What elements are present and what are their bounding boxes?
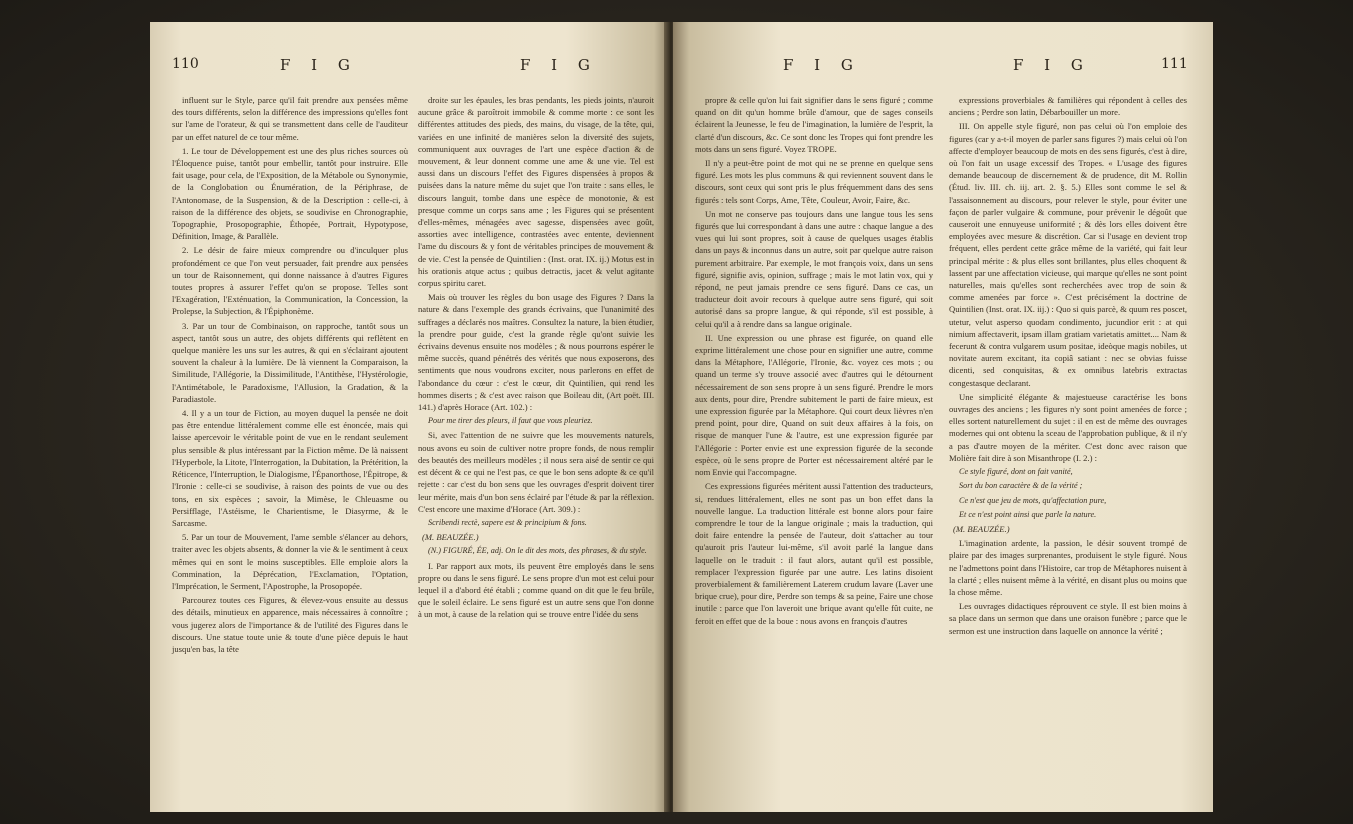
paragraph: propre & celle qu'on lui fait signifier dans le sens figuré ; comme quand on dit qu'un homme brûle d'amour, que de sages conseils éclairent la Jeunesse, le feu de l'imagination, la lumière de l'esprit, la clarté d'un discours, &c. Ce sont donc les Tropes qui font prendre les mots dans un sens figuré. Voyez TROPE. xyxy=(695,95,933,154)
left-running-head: F I G xyxy=(280,56,358,74)
paragraph: Un mot ne conserve pas toujours dans une langue tous les sens figurés que lui correspondant à dans une autre : chaque langue a des vues qui lui sont propres, soit à cause de quelques usages établis dans un pays & inconnus dans un autre, soit par quelque autre raison purement arbitraire. Par exemple, le mot françois voix, dans un sens figuré, signifie avis, opinion, suffrage ; mais le mot latin vox, qui y répond, ne peut jamais prendre ce sens figuré. Dans ce cas, un traducteur doit avoir recours à quelque autre sens figuré, qui soit autorisé dans sa propre langue, & qui réponde, s'il est possible, à celui qu'il a à rendre dans sa langue originale. xyxy=(695,208,933,329)
paragraph: 1. Le tour de Développement est une des plus riches sources où l'Éloquence puise, tantôt pour embellir, tantôt pour instruire. Elle fait usage, pour cela, de l'Exposition, de la Métabole ou Synonymie, de la Conglobation ou Énumération, de la Périphrase, de l'Antonomase, de la Suspension, & de la Description : celle-ci, à raison de la différence des objets, se soudivise en Chronographie, Topographie, Prosopographie, Éthopée, Portrait, Hypotypose, Définition, Image, & Parallèle. xyxy=(172,145,408,242)
right-running-head: F I G xyxy=(783,56,861,74)
right-column-1 xyxy=(695,94,933,629)
paragraph: Les ouvrages didactiques réprouvent ce style. Il est bien moins à sa place dans un sermon que dans une oraison funèbre ; parce que le sermon est une instruction dans laquelle on annonce la vérité ; xyxy=(949,601,1187,636)
paragraph: droite sur les épaules, les bras pendants, les pieds joints, n'auroit aucune grâce & paroîtroit immobile & comme morte : ce sont les différentes attitudes des pieds, des mains, du visage, de la tête, qui, variées en une infinité de manières selon la diversité des sujets, communiquent aux ouvrages de l'art une espèce d'action & de mouvement, & leur donnent comme une ame & une vie. Tel est aussi dans un discours l'effet des Figures dispensées à propos & puisées dans la nature même du sujet que l'on traite : sans elles, le discours languit, tombe dans une espèce de monotonie, & est presque comme un corps sans ame ; les Figures qui se présentent d'elles-mêmes, ménagées avec sagesse, dispensées avec goût, assorties avec intelligence, contrastées avec entente, deviennent l'ame du discours & y font de véritables principes de mouvement & de vie. C'est la pensée de Quintilien : (Inst. orat. IX. ij.) Motus est in his orationis atque actus ; quibus detractis, jacet & velut agitante corpus spiritu caret. xyxy=(418,95,654,289)
paragraph: III. On appelle style figuré, non pas celui où l'on emploie des figures (car y a-t-il moyen de parler sans figures ?) mais celui où l'on affecte d'employer beaucoup de mots en des sens figurés, c'est à dire, où l'on fait un usage excessif des Tropes. « L'usage des figures demande beaucoup de discernement & de prudence, dit M. Rollin (Étud. liv. III. ch. iij. art. 2. §. 5.) Elles sont comme le sel & l'assaisonnement au discours, pour relever le style, pour éviter une façon de parler vulgaire & commune, pour prévenir le dégoût que causeroit une ennuyeuse uniformité ; & dès lors elles doivent être employées avec mesure & discrétion. Car si l'usage en devient trop fréquent, elles perdent cette grâce même de la variété, qui fait leur principal mérite : & plus elles sont brillantes, plus elles choquent & lassent par une affectation vicieuse, qui marque qu'elles ne sont point naturelles, mais qu'elles sont recherchées avec trop de soin & comme amenées par force ». C'est précisément la doctrine de Quintilien (Inst. orat. IX. iij.) : Quo si quis parcè, & quum res poscet, utetur, velut asperso quodam condimento, jucundior erit : at qui nimium affectaverit, ipsam illam gratiam varietatis amittet.... Nam & fecerunt & contra vulgarem usum positae, ideòque magis nobiles, ut novitate aurem excitant, ita copiâ satiant : nec se obvias fuisse dicenti, sed conquisitas, & ex omnibus latebris extractas congestasque declarant. xyxy=(949,121,1187,388)
paragraph: L'imagination ardente, la passion, le désir souvent trompé de plaire par des images surprenantes, produisent le style figuré. Nous ne l'admettons point dans l'Histoire, car trop de Métaphores nuisent à la clarté ; elles nuisent même à la vérité, en disant plus ou moins que la chose même. xyxy=(949,538,1187,597)
left-page xyxy=(150,22,670,812)
paragraph: Et ce n'est point ainsi que parle la nature. xyxy=(959,509,1097,519)
paragraph: expressions proverbiales & familières qui répondent à celles des anciens ; Perdre son latin, Débarbouiller un more. xyxy=(949,95,1187,118)
paragraph: Ces expressions figurées méritent aussi l'attention des traducteurs, si, rendues littéralement, elles ne sont pas un bon effet dans la nouvelle langue. La traduction littérale est bonne alors pour faire comprendre le tour de la langue originale ; mais la traduction, qui doit faire entendre la pensée de l'auteur, doit s'attacher au tour qu'auroit pris l'auteur lui-même, s'il avoit parlé la langue dans laquelle on le traduit : il faut alors, autant qu'il est possible, remplacer l'expression figurée par une autre. Les latins disoient proverbialement & familièrement Laterem crudum lavare (Laver une brique crue), pour dire, Perdre son temps & sa peine, Faire une chose inutile : parce que l'on laveroit une brique avant qu'elle fût cuite, ne feroit en effet que de la boue : nous avons en françois d'autres xyxy=(695,481,933,626)
left-column-1 xyxy=(172,94,408,657)
paragraph: 3. Par un tour de Combinaison, on rapproche, tantôt sous un aspect, tantôt sous un autre, des objets différents qui reflètent en quelque manière les uns sur les autres, & qui en s'éclairant ajoutent souvent la chaleur à la lumière. De là viennent la Comparaison, la Similitude, l'Allégorie, la Dissimilitude, l'Antithèse, l'Hystérologie, l'Antimétabole, le Paradoxisme, l'Allusion, la Gradation, & la Paradiastole. xyxy=(172,320,408,404)
paragraph: (M. BEAUZÉE.) xyxy=(422,532,479,543)
paragraph: Mais où trouver les règles du bon usage des Figures ? Dans la nature & dans l'exemple des grands écrivains, que l'unanimité des suffrages a déclarés nos maîtres. Consultez la nature, la bien étudier, la prendre pour guide, c'est la grande règle qu'ont suivie les écrivains devenus ensuite nos modèles ; & nous pourrons espérer le même succès, quand pénétrés des vérités que nous exposerons, des sentiments que nous voudrons exciter, nous parlerons en effet de l'abondance du cœur : c'est le cœur, dit Quintilien, qui rend les hommes diserts ; & c'est avec raison que Boileau dit, (Art poët. III. 141.) d'après Horace (Art. 102.) : xyxy=(418,292,654,413)
paragraph: I. Par rapport aux mots, ils peuvent être employés dans le sens propre ou dans le sens figuré. Le sens propre d'un mot est celui pour lequel il a d'abord été établi ; comme quand on dit que le feu brûle, que le soleil éclaire. Le sens figuré est un autre sens que l'on donne à un mot, à cause de la relation qui se trouve entre l'idée du sens xyxy=(418,560,654,620)
paragraph: Parcourez toutes ces Figures, & élevez-vous ensuite au dessus des détails, minutieux en apparence, mais nécessaires à connoître ; vous jugerez alors de l'importance & de l'utilité des Figures dans le discours. Une statue toute unie & toute d'une pièce depuis le haut jusqu'en bas, la tête xyxy=(172,595,408,654)
paragraph: II. Une expression ou une phrase est figurée, on quand elle exprime littéralement une chose pour en signifier une autre, comme dans la Métaphore, l'Allégorie, l'Ironie, &c. voyez ces mots ; ou quand un terme s'y trouve associé avec d'autres qui le détournent nécessairement de son sens propre à un sens figuré. Prendre le mors aux dents, pour dire, Prendre subitement le parti de faire mieux, est une expression figurée par la Métaphore. Qui court deux lièvres n'en prend point, pour dire, Quand on suit deux affaires à la fois, on risque de manquer l'une & l'autre, est une expression figurée par l'Allégorie : Porter envie est une expression figurée de la seconde espèce, où le sens propre de Porter est nécessairement altéré par le nom Envie qui l'accompagne. xyxy=(695,332,933,478)
paragraph: Si, avec l'attention de ne suivre que les mouvements naturels, nous avons eu soin de cultiver notre propre fonds, de nous remplir des beautés des meilleurs modèles ; il nous sera aisé de sentir ce qui est décent & ce qui ne l'est pas, ce que le bon sens adopte & ce qu'il rejette : car c'est du bon sens que les ouvrages d'esprit doivent tirer leur mérite, mais d'un bon sens éclairé par l'étude & par la réflexion. C'est encore une maxime d'Horace (Art. 309.) : xyxy=(418,430,654,514)
paragraph: Ce style figuré, dont on fait vanité, xyxy=(959,467,1073,477)
paragraph: 4. Il y a un tour de Fiction, au moyen duquel la pensée ne doit pas être entendue littéralement comme elle est énoncée, mais qui laisse apercevoir le véritable point de vue en le rendant seulement plus sensible & plus intéressant par la Fiction même. De là naissent l'Hyperbole, la Litote, l'Interrogation, la Dubitation, la Prétérition, la Réticence, l'Interruption, le Dialogisme, l'Épanorthose, l'Épitrope, & l'Ironie : celle-ci se soudivise, à raison des points de vue ou des tons, en six espèces ; savoir, la Mimèse, le Chleuasme ou Persifflage, l'Astéisme, le Charientisme, le Diasyrme, & le Sarcasme. xyxy=(172,408,408,528)
paragraph: Une simplicité élégante & majestueuse caractérise les bons ouvrages des anciens ; les figures n'y sont point amenées de force ; elles sortent naturellement du sujet : il en est de même des ouvrages modernes qui ont obtenu la sceau de l'approbation publique, & il n'y a pas d'autre moyen de la mériter. C'est donc avec raison que Molière fait dire à son Misanthrope (I. 2.) : xyxy=(949,391,1187,463)
left-column-2 xyxy=(418,94,654,623)
right-running-head-2: F I G xyxy=(1013,56,1091,74)
right-column-2 xyxy=(949,94,1187,639)
left-running-head-2: F I G xyxy=(520,56,598,74)
paragraph: Ce n'est que jeu de mots, qu'affectation pure, xyxy=(959,495,1107,505)
paragraph: influent sur le Style, parce qu'il fait prendre aux pensées même des tours différents, selon la différence des impressions qu'elles font sur l'ame de l'orateur, & qui se transmettent dans celle de l'auditeur par un effet naturel de ce tour même. xyxy=(172,95,408,142)
paragraph: 2. Le désir de faire mieux comprendre ou d'inculquer plus profondément ce que l'on veut persuader, fait prendre aux pensées un tour de Raisonnement, qui donne naissance à d'autres Figures toutes propres à assurer l'effet qu'on se propose. Telles sont l'Exagération, l'Exténuation, la Communication, la Concession, la Prolepse, la Subjection, & l'Épiphonème. xyxy=(172,245,408,317)
right-page-number: 111 xyxy=(1161,56,1188,72)
paragraph: 5. Par un tour de Mouvement, l'ame semble s'élancer au dehors, traiter avec les objets absents, & donner la vie & le sentiment à ceux mêmes qui en sont le moins susceptibles. Elle emploie alors la Commination, la Déprécation, l'Exclamation, l'Optation, l'Imprécation, le Serment, l'Apostrophe, la Prosopopée. xyxy=(172,532,408,591)
right-page xyxy=(673,22,1213,812)
left-page-number: 110 xyxy=(172,56,199,72)
paragraph: Il n'y a peut-être point de mot qui ne se prenne en quelque sens figuré. Les mots les plus communs & qui reviennent souvent dans le discours, sont ceux qui sont pris le plus fréquemment dans des sens figurés : tels sont Corps, Ame, Tête, Couleur, Avoir, Faire, &c. xyxy=(695,158,933,205)
paragraph: Scribendi rectè, sapere est & principium & fons. xyxy=(428,517,587,527)
paragraph: (N.) FIGURÉ, ÉE, adj. On le dit des mots, des phrases, & du style. xyxy=(428,546,647,556)
paragraph: (M. BEAUZÉE.) xyxy=(953,523,1010,534)
paragraph: Pour me tirer des pleurs, il faut que vous pleuriez. xyxy=(428,416,593,426)
paragraph: Sort du bon caractère & de la vérité ; xyxy=(959,481,1083,491)
